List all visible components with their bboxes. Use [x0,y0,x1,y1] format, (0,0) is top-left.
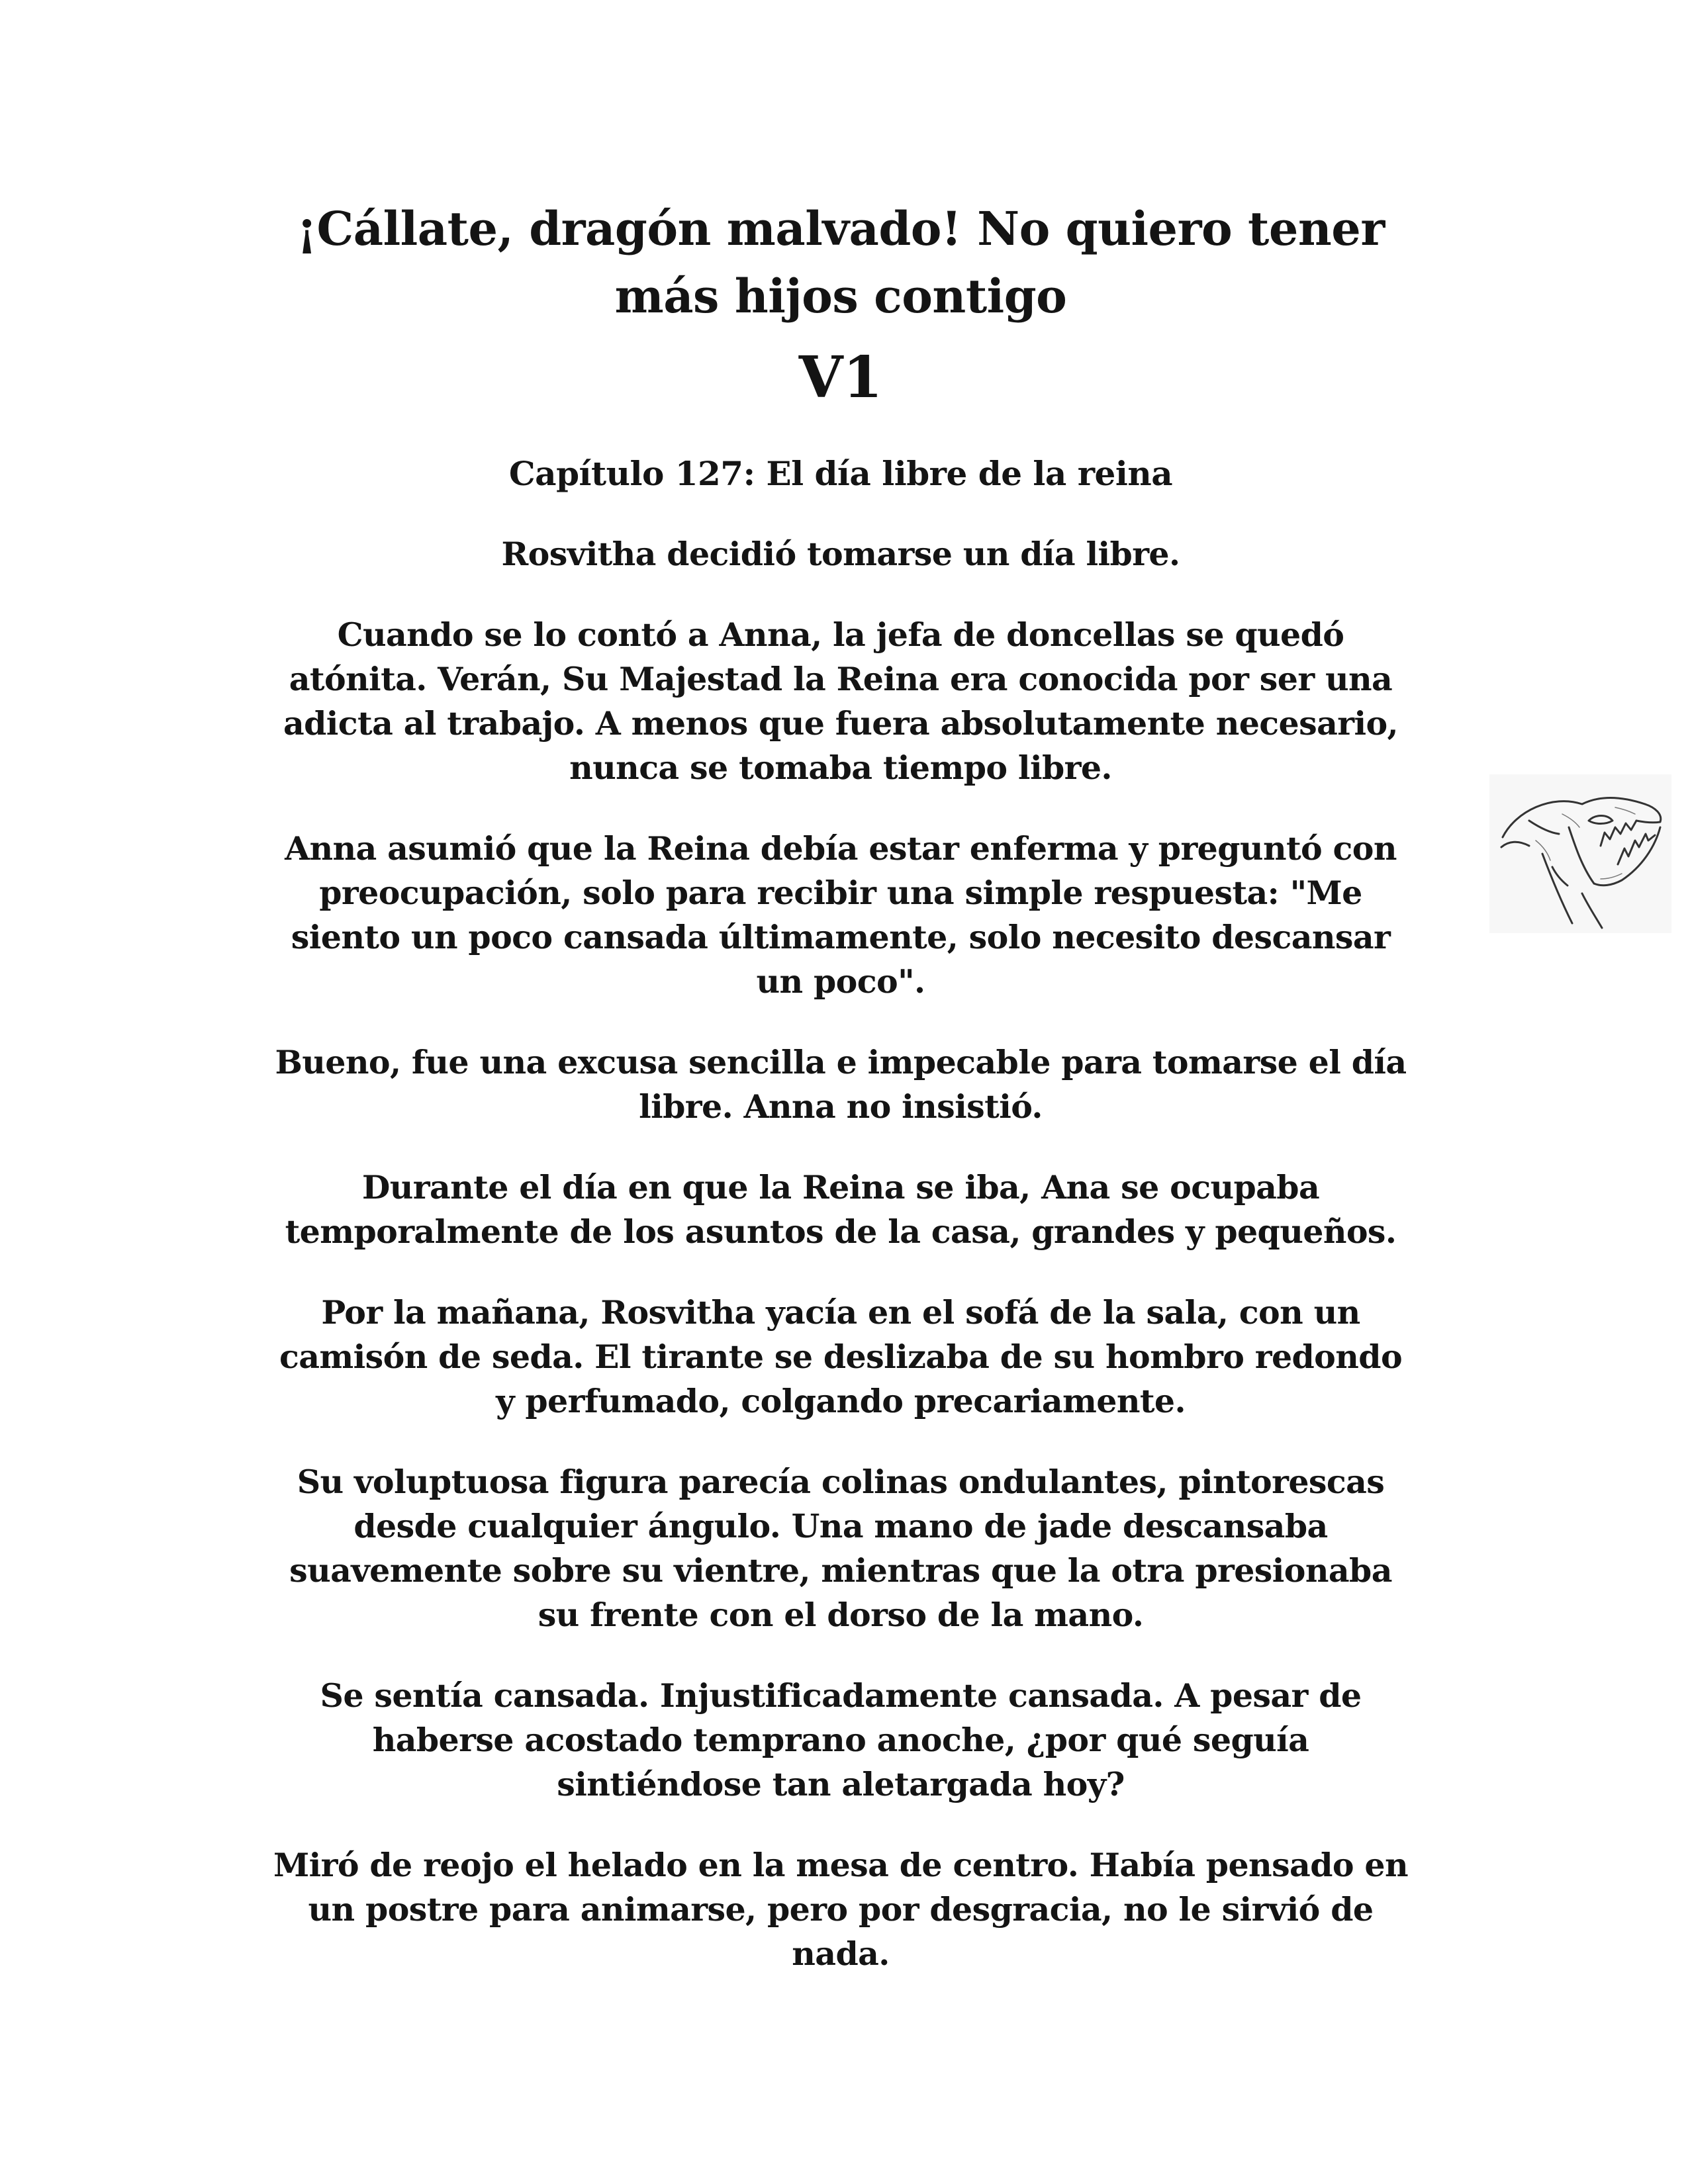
chapter-heading: Capítulo 127: El día libre de la reina [508,454,1173,493]
text-line: camisón de seda. El tirante se deslizaba de su hombro redondo [279,1338,1403,1376]
paragraph [218,1674,1463,1807]
text-line: Rosvitha decidió tomarse un día libre. [501,535,1180,573]
text-line: Durante el día en que la Reina se iba, Ana se ocupaba [361,1168,1320,1206]
title-line: ¡Cállate, dragón malvado! No quiero tener [297,201,1385,256]
paragraph [218,1843,1463,1976]
text-line: preocupación, solo para recibir una simple respuesta: "Me [319,874,1362,912]
text-line: haberse acostado temprano anoche, ¿por qué seguía [372,1721,1309,1759]
text-line: atónita. Verán, Su Majestad la Reina era conocida por ser una [289,660,1393,698]
version-label: V1 [798,344,883,411]
text-line: adicta al trabajo. A menos que fuera absolutamente necesario, [283,704,1399,743]
text-line: Su voluptuosa figura parecía colinas ondulantes, pintorescas [297,1463,1385,1501]
text-line: suavemente sobre su vientre, mientras que la otra presionaba [289,1551,1392,1590]
text-line: su frente con el dorso de la mano. [538,1596,1144,1634]
text-line: y perfumado, colgando precariamente. [496,1382,1186,1420]
text-line: sintiéndose tan aletargada hoy? [557,1765,1125,1803]
paragraph [218,532,1463,576]
text-line: un postre para animarse, pero por desgracia, no le sirvió de [308,1890,1374,1929]
paragraph [218,1460,1463,1637]
text-line: nada. [792,1934,890,1973]
title-line: más hijos contigo [614,269,1067,324]
document-title [218,195,1463,330]
text-line: Cuando se lo contó a Anna, la jefa de doncellas se quedó [337,615,1344,654]
paragraph [218,827,1463,1004]
dragon-head-sketch-icon [1489,774,1671,933]
paragraph [218,1291,1463,1424]
text-line: temporalmente de los asuntos de la casa, grandes y pequeños. [285,1212,1397,1251]
document-page [218,195,1463,1976]
text-line: libre. Anna no insistió. [639,1087,1043,1126]
text-line: Bueno, fue una excusa sencilla e impecable para tomarse el día [275,1043,1407,1081]
text-line: siento un poco cansada últimamente, solo necesito descansar [291,918,1391,956]
paragraph [218,1040,1463,1129]
text-line: desde cualquier ángulo. Una mano de jade descansaba [353,1507,1328,1545]
text-line: Por la mañana, Rosvitha yacía en el sofá de la sala, con un [321,1293,1360,1332]
text-line: Anna asumió que la Reina debía estar enferma y preguntó con [285,829,1397,868]
paragraph [218,1165,1463,1254]
text-line: Se sentía cansada. Injustificadamente cansada. A pesar de [320,1676,1362,1715]
text-line: nunca se tomaba tiempo libre. [569,749,1112,787]
text-line: Miró de reojo el helado en la mesa de centro. Había pensado en [273,1846,1409,1884]
text-line: un poco". [756,962,925,1001]
paragraph [218,613,1463,790]
